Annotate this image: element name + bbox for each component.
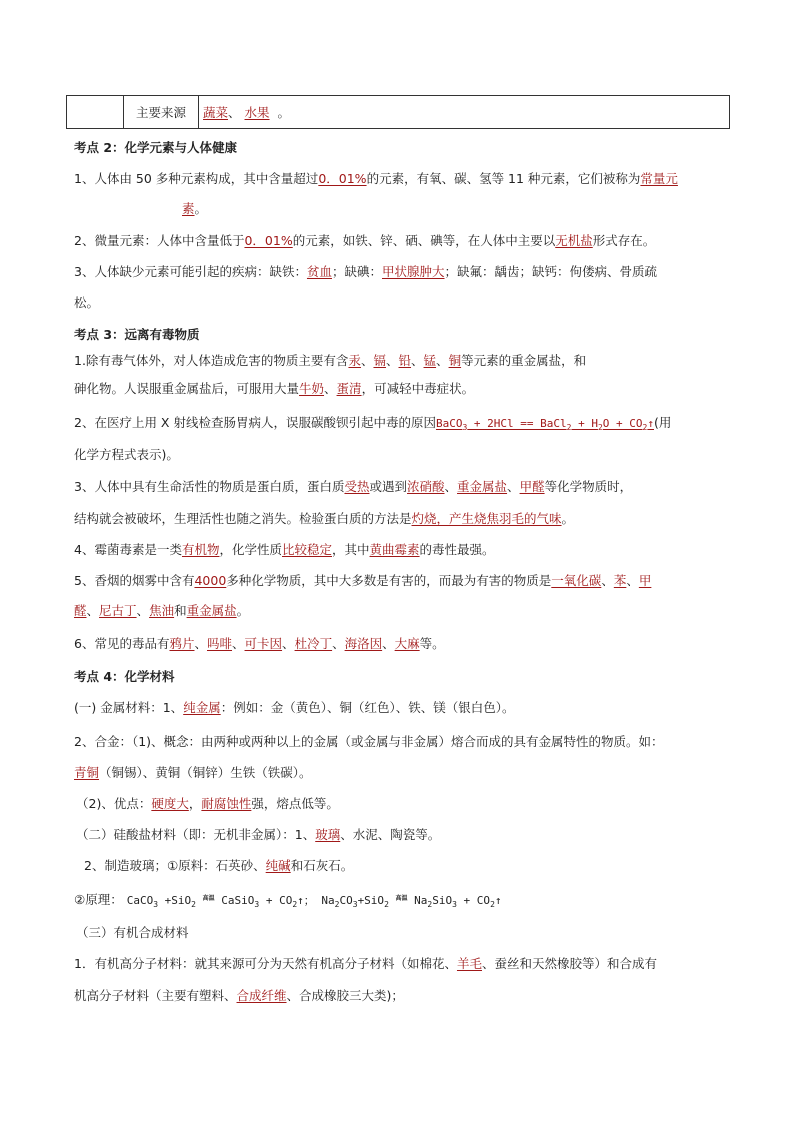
answer: 铜 xyxy=(448,353,462,368)
high-temp-label: 高温 xyxy=(395,895,408,902)
kp4-line-8: （三）有机合成材料 xyxy=(76,925,189,940)
answer: 汞 xyxy=(348,353,361,368)
answer: 无机盐 xyxy=(555,233,593,248)
answer-fruit: 水果 xyxy=(244,105,270,120)
answer: 贫血 xyxy=(306,264,332,279)
answer: 耐腐蚀性 xyxy=(201,796,252,811)
kp3-line-1: 1.除有毒气体外，对人体造成危害的物质主要有含汞、镉、铅、锰、铜等元素的重金属盐，和 xyxy=(74,353,587,368)
kp3-line-3: 2、在医疗上用 X 射线检查肠胃病人，误服碳酸钡引起中毒的原因BaCO$_3$ + 2HCl == BaCl$_2$ + $H_2O$ + $CO_2↑$(用 xyxy=(74,415,672,433)
table-label-cell xyxy=(124,96,199,128)
answer: 鸦片 xyxy=(169,636,195,651)
kp4-line-3: 青铜（铜锡）、黄铜（铜锌）生铁（铁碳）。 xyxy=(74,765,312,780)
answer: 甲 xyxy=(638,573,652,588)
answer: 重金属盐 xyxy=(457,479,508,494)
answer: 素 xyxy=(182,201,195,216)
answer: 受热 xyxy=(344,479,370,494)
answer: 锰 xyxy=(423,353,437,368)
kp4-line-7: ②原理： CaCO$_3$ +SiO$_2$ $^{高温}$ CaSiO$_3$ + $CO_2↑$； $Na_2CO_3+SiO_2$ $^{高温}$ $Na_2SiO_3$ + $CO_2↑$ xyxy=(74,892,502,910)
answer: 灼烧，产生烧焦羽毛的气味 xyxy=(411,511,562,526)
kp2-line-5: 松。 xyxy=(74,295,100,310)
kp2-line-3: 2、微量元素：人体中含量低于0．01%的元素，如铁、锌、硒、碘等，在人体中主要以无机盐形式存在。 xyxy=(74,233,656,248)
glass-equation: CaCO$_3$ +SiO$_2$ $^{高温}$ CaSiO$_3$ + $CO_2↑$； $Na_2CO_3+SiO_2$ $^{高温}$ $Na_2SiO_3$ + $CO_2↑$ xyxy=(126,894,502,910)
answer: 焦油 xyxy=(149,603,175,618)
kp2-line-1: 1、人体由 50 多种元素构成，其中含量超过0．01%的元素，有氧、碳、氢等 11 种元素，它们被称为常量元 xyxy=(74,171,678,186)
answer: 铅 xyxy=(398,353,412,368)
kp3-line-10: 6、常见的毒品有鸦片、吗啡、可卡因、杜冷丁、海洛因、大麻等。 xyxy=(74,636,445,651)
source-table-row xyxy=(66,95,730,129)
high-temp-label: 高温 xyxy=(202,895,215,902)
kp2-line-2: 素。 xyxy=(182,201,208,216)
table-empty-cell xyxy=(67,96,124,128)
answer: 蛋清 xyxy=(336,381,362,396)
kp3-line-9: 醛、尼古丁、焦油和重金属盐。 xyxy=(74,603,250,618)
answer: 羊毛 xyxy=(456,956,482,971)
answer: 苯 xyxy=(613,573,627,588)
answer: 硬度大 xyxy=(151,796,189,811)
kp4-line-10: 机高分子材料（主要有塑料、合成纤维、合成橡胶三大类)； xyxy=(74,988,404,1003)
answer: 一氧化碳 xyxy=(551,573,602,588)
kp2-line-4: 3、人体缺少元素可能引起的疾病：缺铁：贫血；缺碘：甲状腺肿大；缺氟：龋齿；缺钙：佝偻病、骨质疏 xyxy=(74,264,658,279)
kp3-line-7: 4、霉菌毒素是一类有机物，化学性质比较稳定，其中黄曲霉素的毒性最强。 xyxy=(74,542,495,557)
answer: 醛 xyxy=(74,603,87,618)
answer: 杜冷丁 xyxy=(294,636,333,651)
answer: 大麻 xyxy=(394,636,420,651)
answer: 有机物 xyxy=(181,542,220,557)
answer: 牛奶 xyxy=(299,381,325,396)
kp4-line-2: 2、合金：（1)、概念：由两种或两种以上的金属（或金属与非金属）熔合而成的具有金属特性的物质。如： xyxy=(74,734,664,749)
answer: 浓硝酸 xyxy=(407,479,445,494)
answer: 海洛因 xyxy=(344,636,383,651)
kp3-line-6: 结构就会被破坏，生理活性也随之消失。检验蛋白质的方法是灼烧，产生烧焦羽毛的气味。 xyxy=(74,511,575,526)
answer: 比较稳定 xyxy=(282,542,333,557)
answer: 纯碱 xyxy=(265,858,291,873)
kp4-line-4: （2)、优点：硬度大，耐腐蚀性强，熔点低等。 xyxy=(76,796,339,811)
answer: 常量元 xyxy=(640,171,678,186)
kp3-line-8: 5、香烟的烟雾中含有4000多种化学物质，其中大多数是有害的，而最为有害的物质是一氧化碳、苯、甲 xyxy=(74,573,652,588)
answer: 甲醛 xyxy=(519,479,545,494)
kp3-line-5: 3、人体中具有生命活性的物质是蛋白质，蛋白质受热或遇到浓硝酸、重金属盐、甲醛等化学物质时， xyxy=(74,479,633,494)
answer: 镉 xyxy=(373,353,386,368)
equation: BaCO$_3$ + 2HCl == BaCl$_2$ + $H_2O$ + $CO_2↑$ xyxy=(435,417,654,433)
kp4-line-6: 2、制造玻璃；①原料：石英砂、纯碱和石灰石。 xyxy=(84,858,354,873)
period: 。 xyxy=(277,105,290,120)
table-answer-cell xyxy=(199,96,729,128)
answer: 甲状腺肿大 xyxy=(382,264,445,279)
answer: 4000 xyxy=(194,573,227,588)
kp4-line-9: 1．有机高分子材料：就其来源可分为天然有机高分子材料（如棉花、羊毛、蚕丝和天然橡胶等）和合成有 xyxy=(74,956,657,971)
answer: 吗啡 xyxy=(207,636,233,651)
answer: 0．01% xyxy=(318,171,367,186)
separator: 、 xyxy=(228,105,241,120)
answer: 重金属盐 xyxy=(186,603,237,618)
answer: 尼古丁 xyxy=(99,603,137,618)
kp3-line-4: 化学方程式表示)。 xyxy=(74,447,179,462)
answer: 可卡因 xyxy=(244,636,283,651)
answer: 玻璃 xyxy=(315,827,341,842)
section-title-kp3: 考点 3：远离有毒物质 xyxy=(74,327,200,342)
section-title-kp4: 考点 4：化学材料 xyxy=(74,669,175,684)
kp3-line-2: 砷化物。人误服重金属盐后，可服用大量牛奶、蛋清，可减轻中毒症状。 xyxy=(74,381,475,396)
kp4-line-5: （二）硅酸盐材料（即：无机非金属）：1、玻璃、水泥、陶瓷等。 xyxy=(76,827,441,842)
answer: 0．01% xyxy=(244,233,293,248)
kp4-line-1: (一) 金属材料：1、纯金属：例如：金（黄色）、铜（红色）、铁、镁（银白色）。 xyxy=(74,700,515,715)
answer: 黄曲霉素 xyxy=(369,542,420,557)
main-source-label: 主要来源 xyxy=(135,105,186,120)
answer-vegetables: 蔬菜 xyxy=(203,105,229,120)
answer: 青铜 xyxy=(74,765,100,780)
answer: 合成纤维 xyxy=(236,988,287,1003)
section-title-kp2: 考点 2：化学元素与人体健康 xyxy=(74,140,238,155)
answer: 纯金属 xyxy=(183,700,221,715)
